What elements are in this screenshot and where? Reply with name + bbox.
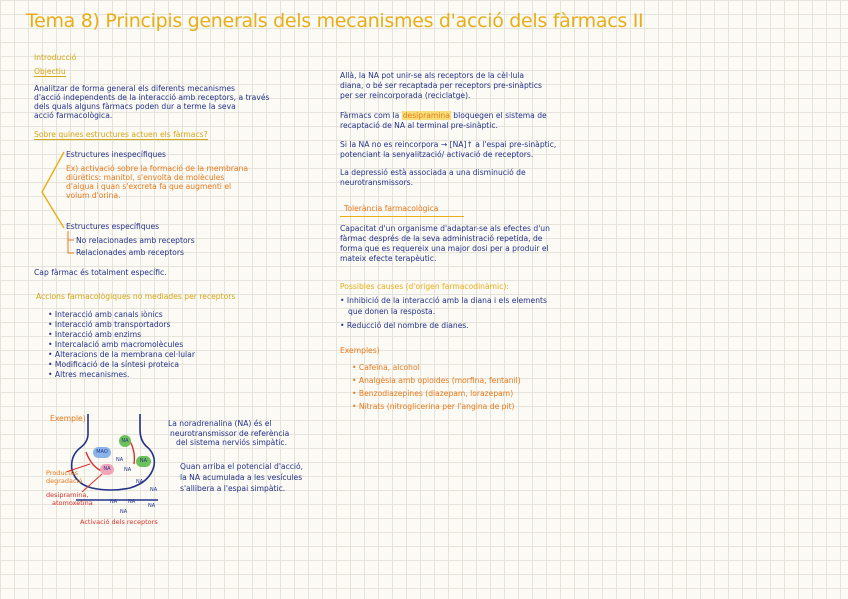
accumulation-line: potenciant la senyalització/ activació de receptors. [340, 150, 534, 159]
specific-item: Relacionades amb receptors [76, 248, 184, 257]
example-line: volum d'orina. [66, 191, 121, 200]
release-line: Quan arriba el potencial d'acció, [180, 462, 304, 471]
tolerance-text [340, 224, 550, 264]
accumulation-line: Si la NA no es reincorpora → [NA]↑ a l'espai pre-sinàptic, [340, 140, 557, 149]
objective-line: d'acció independents de la interacció amb receptors, a través [34, 93, 270, 102]
intro-heading: Introducció [34, 53, 77, 62]
example-line: Ex) activació sobre la formació de la membrana [66, 164, 249, 173]
na-line: del sistema nerviós simpàtic. [176, 438, 287, 447]
tolerance-underline [340, 216, 464, 217]
objective-line: acció farmacològica. [34, 111, 113, 120]
depression-line: neurotransmissors. [340, 178, 413, 187]
desipramine-text [340, 111, 547, 131]
action-item: • Intercalació amb macromolècules [48, 340, 184, 349]
desipramine-suffix: bloquegen el sistema de [453, 111, 547, 120]
example-heading: Exemple) [50, 414, 86, 423]
mao-enzyme: MAO [93, 447, 111, 458]
release-line: s'allibera a l'espai simpàtic. [180, 484, 286, 493]
example-item: • Analgèsia amb opioides (morfina, fentanil) [352, 376, 521, 385]
example-line: d'aigua i quan s'excreta fa que augmenti el [66, 182, 232, 191]
na-vesicle: NA [119, 435, 131, 447]
transporter: NA [100, 464, 114, 475]
noradrenaline-text [168, 419, 289, 448]
na-molecule: NA [148, 503, 156, 509]
examples-list [352, 361, 521, 413]
tolerance-line: fàrmac després de la seva administració repetida, de [340, 234, 543, 243]
example-item: • Benzodiazepines (diazepam, lorazepam) [352, 389, 514, 398]
depression-text [340, 168, 526, 188]
na-molecule: NA [124, 467, 132, 473]
objective-heading: Objectiu [34, 67, 66, 76]
reuptake-line: diana, o bé ser recaptada per receptors pre-sinàptics [340, 81, 542, 90]
specific-branch-lines [66, 229, 76, 257]
nonspecific-structures: Estructures inespecífiques [66, 150, 167, 159]
action-item: • Altres mecanismes. [48, 370, 130, 379]
nonspecific-example [66, 164, 248, 200]
specific-structures: Estructures específiques [66, 222, 160, 231]
desipramine-line [340, 111, 547, 121]
cause-item: • Inhibició de la interacció amb la diana i els elements [340, 296, 547, 305]
tolerance-line: mateix efecte terapèutic. [340, 254, 437, 263]
non-receptor-actions-list [48, 310, 195, 380]
tolerance-line: forma que es requereix una major dosi per a produir el [340, 244, 549, 253]
example-item: • Nitrats (nitroglicerina per l'angina de pit) [352, 402, 515, 411]
depression-line: La depressió està associada a una disminució de [340, 168, 526, 177]
desipramine-prefix: Fàrmacs com la [340, 111, 400, 120]
page-title: Tema 8) Principis generals dels mecanismes d'acció dels fàrmacs II [26, 10, 644, 32]
action-item: • Interacció amb transportadors [48, 320, 171, 329]
na-line: La noradrenalina (NA) és el [168, 419, 272, 428]
reuptake-text [340, 71, 542, 101]
receptor-activation-label: Activació dels receptors [80, 518, 158, 526]
structures-question: Sobre quines estructures actuen els fàrmacs? [34, 130, 208, 139]
desipramine-line: recaptació de NA al terminal pre-sinàptic. [340, 121, 498, 130]
na-molecule: NA [136, 479, 144, 485]
na-molecule: NA [116, 457, 124, 463]
example-line: diürètics: manitol, s'envolta de molècules [66, 173, 225, 182]
na-accumulation-text [340, 140, 556, 160]
possible-causes-heading: Possibles causes (d'origen farmacodinàmic): [340, 282, 509, 291]
examples-heading: Exemples) [340, 346, 380, 355]
objective-text [34, 84, 269, 120]
objective-line: dels quals alguns fàrmacs poden dur a terme la seva [34, 102, 236, 111]
tolerance-heading: Tolerància farmacològica [344, 204, 439, 213]
action-item: • Interacció amb enzims [48, 330, 142, 339]
degradation-products-label: Productes [46, 469, 79, 477]
tolerance-line: Capacitat d'un organisme d'adaptar-se als efectes d'un [340, 224, 550, 233]
action-item: • Interacció amb canals iònics [48, 310, 163, 319]
release-line: la NA acumulada a les vesícules [180, 473, 303, 482]
brace-bracket [36, 146, 68, 264]
specific-item: No relacionades amb receptors [76, 236, 195, 245]
na-molecule: NA [110, 499, 118, 505]
reuptake-line: per ser reincorporada (reciclatge). [340, 91, 471, 100]
degradation-products-label: degradació [46, 477, 83, 485]
non-receptor-actions-heading: Accions farmacològiques no mediades per receptors [36, 292, 236, 301]
action-item: • Modificació de la síntesi proteica [48, 360, 180, 369]
na-vesicle: NA [136, 456, 151, 467]
atomoxetine-label: atomoxetina [52, 499, 93, 507]
possible-causes-list [340, 296, 547, 332]
objective-line: Analitzar de forma general els diferents mecanismes [34, 84, 236, 93]
action-item: • Alteracions de la membrana cel·lular [48, 350, 195, 359]
na-line: neurotransmissor de referència [170, 428, 290, 438]
na-molecule: NA [120, 509, 128, 515]
cause-item: que donen la resposta. [348, 306, 436, 316]
cause-item: • Reducció del nombre de dianes. [340, 321, 469, 330]
no-drug-specific-note: Cap fàrmac és totalment específic. [34, 268, 167, 277]
desipramine-highlight: desipramina [402, 111, 450, 120]
example-item: • Cafeïna, alcohol [352, 363, 420, 372]
desipramine-label: desipramina, [46, 491, 89, 499]
na-molecule: NA [150, 487, 158, 493]
release-text [180, 461, 303, 494]
reuptake-line: Allà, la NA pot unir-se als receptors de la cèl·lula [340, 71, 525, 80]
na-molecule: NA [128, 499, 136, 505]
